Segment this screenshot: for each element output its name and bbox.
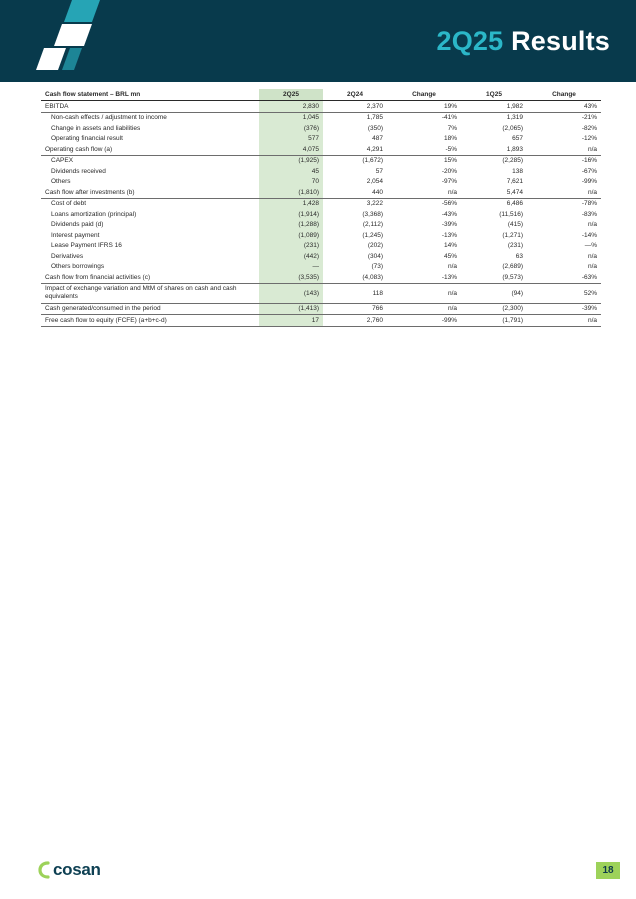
row-label: Change in assets and liabilities [51,124,141,132]
cell-change-yoy: 18% [443,135,457,143]
cell-change-yoy: -39% [441,221,457,229]
cell-change-qoq: n/a [527,144,601,155]
table-row [41,166,601,177]
row-label: Others borrowings [51,263,105,271]
cell-change-qoq: 43% [527,101,601,113]
cell-value-1q25: 657 [512,135,523,143]
row-label: Cash flow after investments (b) [41,187,259,198]
cell-value-2q25: (3,535) [259,272,323,283]
cell-value-1q25: (231) [507,242,523,250]
row-label: Cash generated/consumed in the period [41,303,259,315]
cell-value-2q25: 1,428 [259,198,323,209]
cell-value-1q25: 63 [515,252,523,260]
cell-value-2q24: 1,785 [366,114,383,122]
row-label: EBITDA [41,101,259,113]
cell-value-2q25: (442) [259,251,323,262]
cell-change-qoq: -63% [527,272,601,283]
cell-change-qoq: -78% [581,200,597,208]
header-shape-mid [54,24,92,46]
cell-value-1q25: (2,300) [461,303,527,315]
table-row [41,155,601,166]
cell-value-2q24: (73) [371,263,383,271]
row-label: Free cash flow to equity (FCFE) (a+b+c-d) [41,315,259,327]
header-shape-bottom-left [36,48,66,70]
row-label: CAPEX [51,157,74,165]
cell-value-1q25: 7,621 [506,178,523,186]
row-label: Cost of debt [51,200,87,208]
cell-change-qoq: -12% [581,135,597,143]
cell-value-2q25: 2,830 [259,101,323,113]
cell-value-1q25: 5,474 [461,187,527,198]
column-header-2q25: 2Q25 [259,89,323,101]
cell-value-2q25: (1,914) [259,209,323,220]
table-row [41,144,601,155]
row-label: Operating cash flow (a) [41,144,259,155]
cell-change-qoq: n/a [587,263,597,271]
cell-value-2q24: (1,245) [362,231,383,239]
cell-value-1q25: 1,893 [461,144,527,155]
row-label: Impact of exchange variation and MtM of shares on cash and cash equivalents [41,283,259,303]
cell-change-yoy: -5% [387,144,461,155]
cell-value-2q25: 45 [259,166,323,177]
cell-value-2q24: 2,760 [323,315,387,327]
cell-change-qoq: n/a [527,187,601,198]
row-label: Lease Payment IFRS 16 [51,242,122,250]
table-row [41,303,601,315]
table-row [41,101,601,113]
row-label: Cash flow from financial activities (c) [41,272,259,283]
cell-value-2q24: 3,222 [366,200,383,208]
cell-value-2q24: (4,083) [323,272,387,283]
cell-change-yoy: -13% [387,272,461,283]
table-row [41,209,601,220]
cell-value-1q25: (2,689) [502,263,523,271]
page-header [0,0,636,82]
table-row [41,251,601,262]
cell-value-2q24: 57 [375,167,383,175]
table-row [41,315,601,327]
cell-change-qoq: -67% [581,167,597,175]
header-shape-bottom-right [62,48,82,70]
header-shape-top [64,0,100,22]
row-label: Dividends received [51,167,106,175]
table-row [41,220,601,231]
cell-value-1q25: (11,516) [499,210,523,218]
cell-change-yoy: -13% [441,231,457,239]
column-header-1q25: 1Q25 [461,89,527,101]
page-title-text: Results [511,26,610,56]
cell-change-yoy: n/a [387,187,461,198]
table-row [41,272,601,283]
cell-value-2q25: (231) [259,241,323,252]
cell-value-2q24: 2,054 [366,178,383,186]
cell-change-yoy: n/a [387,303,461,315]
cell-value-2q25: (1,288) [259,220,323,231]
table-row [41,283,601,303]
cell-value-2q24: 2,370 [323,101,387,113]
cell-value-2q24: 4,291 [323,144,387,155]
cell-change-qoq: -99% [581,178,597,186]
column-header-2q24: 2Q24 [323,89,387,101]
cell-value-2q25: (1,413) [259,303,323,315]
cell-value-1q25: (1,271) [502,231,523,239]
table-row [41,262,601,273]
page-number-badge [596,862,620,879]
table-row [41,112,601,123]
cell-change-yoy: -20% [441,167,457,175]
table-row [41,241,601,252]
cell-change-yoy: -43% [441,210,457,218]
page-title-period: 2Q25 [436,26,504,56]
cash-flow-table [41,89,601,327]
cell-value-2q25: (1,810) [259,187,323,198]
cell-value-2q25: (376) [259,123,323,134]
cell-value-2q25: (143) [259,283,323,303]
cell-change-yoy: -97% [441,178,457,186]
cell-change-qoq: -16% [581,157,597,165]
cell-change-yoy: n/a [447,263,457,271]
page-number: 18 [602,865,614,876]
cell-value-2q24: 440 [323,187,387,198]
cell-change-yoy: 7% [447,124,457,132]
cell-change-yoy: 45% [443,252,457,260]
column-header-label: Cash flow statement – BRL mn [41,89,259,101]
cell-change-qoq: -82% [581,124,597,132]
table-row [41,123,601,134]
cell-value-1q25: 1,982 [461,101,527,113]
cell-change-qoq: n/a [527,315,601,327]
cell-change-yoy: 14% [443,242,457,250]
cell-value-2q24: (2,112) [362,221,383,229]
cell-value-2q24: (3,368) [362,210,383,218]
table-body [41,101,601,327]
cell-change-qoq: -83% [581,210,597,218]
cell-value-2q24: 118 [323,283,387,303]
cell-change-yoy: -99% [387,315,461,327]
cell-change-yoy: 15% [443,157,457,165]
cell-value-2q25: 70 [259,177,323,188]
cell-value-1q25: 6,486 [506,200,523,208]
cell-value-2q24: (1,672) [362,157,383,165]
cell-change-qoq: 52% [527,283,601,303]
table-row [41,134,601,145]
cell-change-qoq: -21% [581,114,597,122]
cell-value-2q24: 487 [372,135,383,143]
row-label: Others [51,178,71,186]
column-header-change-qoq: Change [527,89,601,101]
page-title [437,26,611,57]
cell-value-1q25: (2,285) [502,157,523,165]
cell-change-yoy: -41% [441,114,457,122]
cell-value-2q24: (202) [367,242,383,250]
cell-value-1q25: 1,319 [506,114,523,122]
table-row [41,187,601,198]
cosan-logo-text: cosan [53,860,101,879]
cell-change-qoq: -14% [581,231,597,239]
cell-value-2q25: 4,075 [259,144,323,155]
row-label: Dividends paid (d) [51,221,104,229]
cell-value-2q25: — [259,262,323,273]
cell-value-1q25: (1,791) [461,315,527,327]
cell-value-1q25: (415) [507,221,523,229]
cell-change-qoq: —% [584,242,597,250]
cell-value-1q25: (94) [461,283,527,303]
cell-change-qoq: n/a [587,252,597,260]
cell-change-qoq: -39% [527,303,601,315]
cell-value-1q25: (9,573) [461,272,527,283]
cell-change-yoy: -56% [441,200,457,208]
cell-value-2q25: 17 [259,315,323,327]
cell-value-2q24: (350) [367,124,383,132]
cosan-logo-mark-icon [38,861,52,879]
row-label: Loans amortization (principal) [51,210,137,218]
table-header-row [41,89,601,101]
cell-change-yoy: n/a [387,283,461,303]
table-row [41,198,601,209]
cell-value-1q25: 138 [512,167,523,175]
row-label: Interest payment [51,231,100,239]
cell-value-2q25: (1,925) [259,155,323,166]
row-label: Derivatives [51,252,84,260]
cell-value-2q25: 577 [259,134,323,145]
table-row [41,230,601,241]
cell-value-2q25: (1,089) [259,230,323,241]
row-label: Non-cash effects / adjustment to income [51,114,167,122]
table-row [41,177,601,188]
row-label: Operating financial result [51,135,123,143]
cell-value-2q24: 766 [323,303,387,315]
cosan-logo [38,860,101,880]
cell-value-1q25: (2,065) [502,124,523,132]
cell-change-qoq: n/a [587,221,597,229]
cell-value-2q24: (304) [367,252,383,260]
cell-change-yoy: 19% [387,101,461,113]
cell-value-2q25: 1,045 [259,112,323,123]
column-header-change-yoy: Change [387,89,461,101]
